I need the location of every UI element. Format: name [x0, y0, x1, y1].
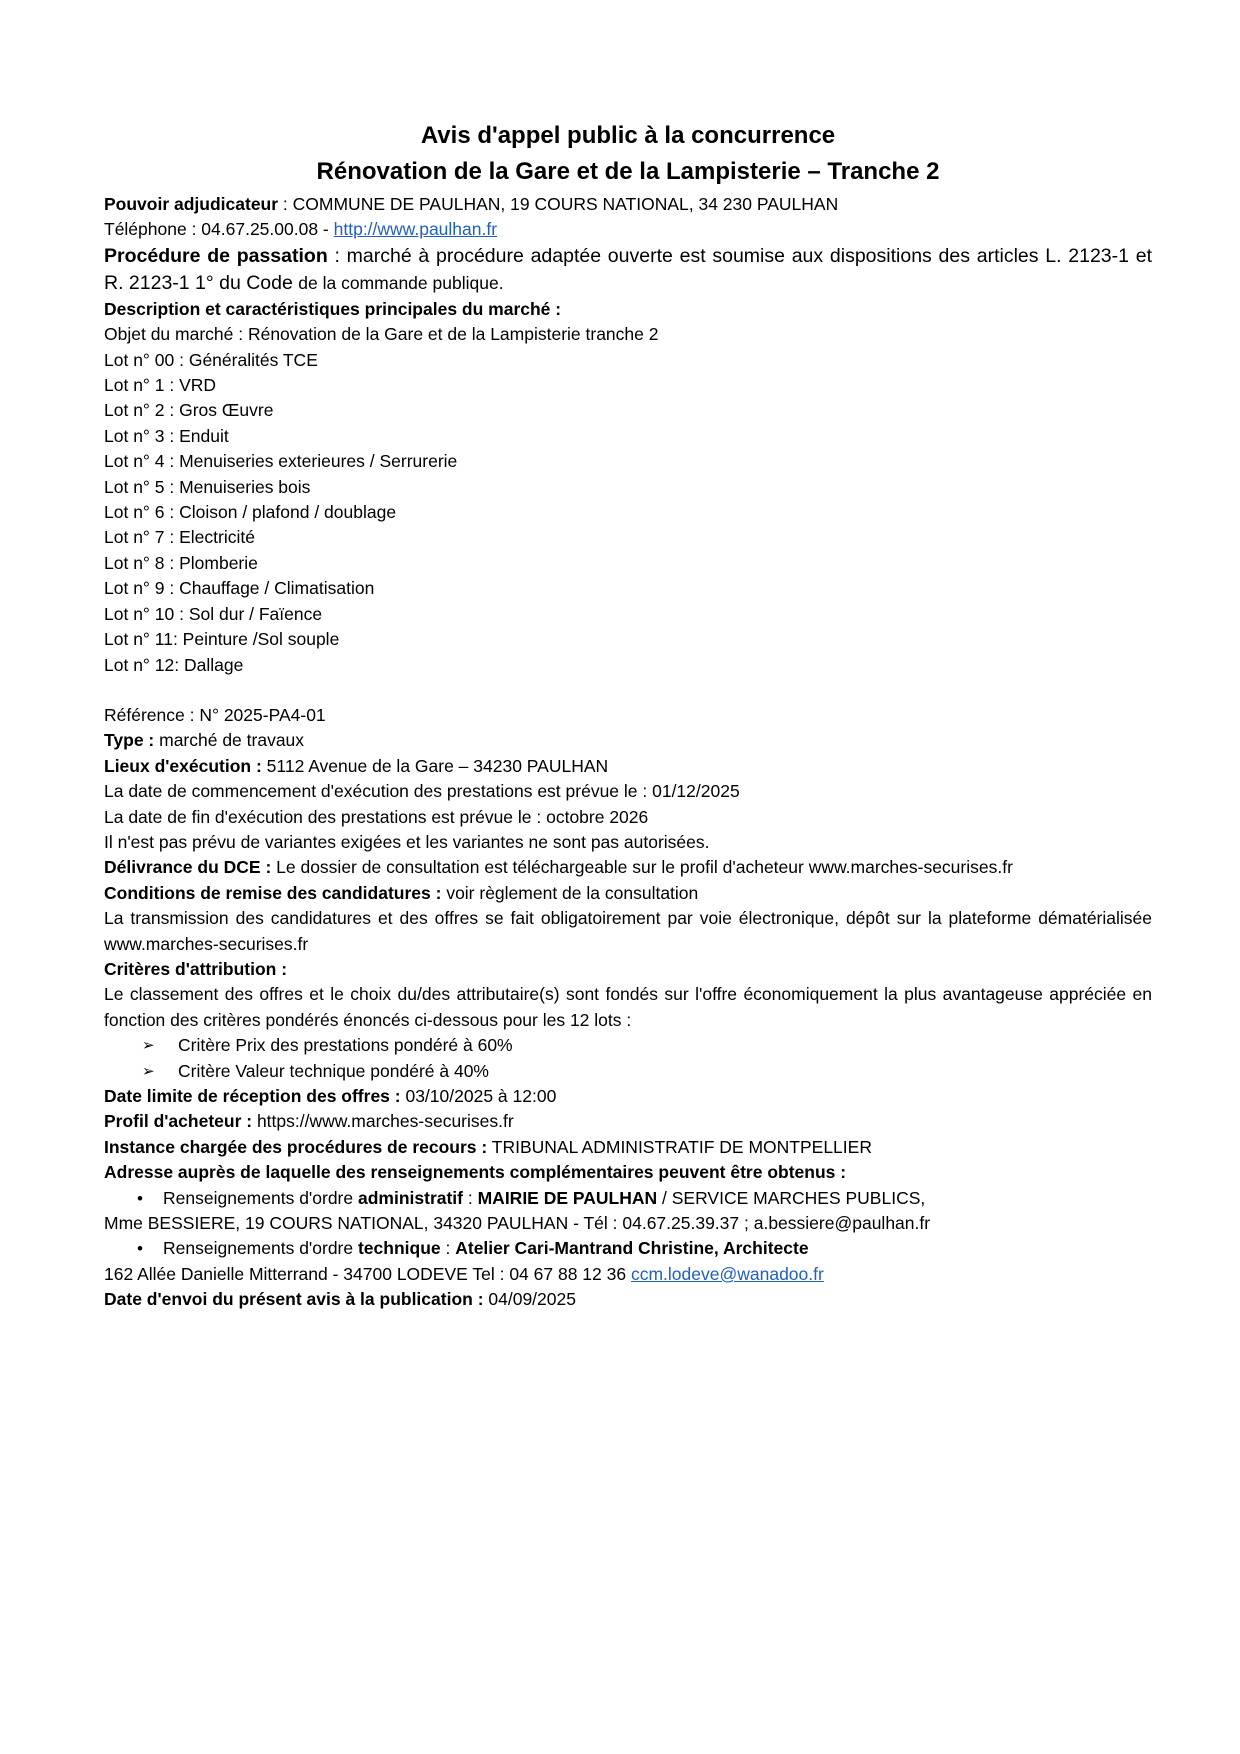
admin-mid: : [463, 1187, 478, 1208]
lieux-execution [104, 754, 1152, 779]
lot-item: Lot n° 5 : Menuiseries bois [104, 476, 311, 497]
lot-item: Lot n° 6 : Cloison / plafond / doublage [104, 502, 397, 523]
spacer [104, 678, 1152, 703]
date-debut: La date de commencement d'exécution des prestations est prévue le : 01/12/2025 [104, 781, 740, 802]
renseignements-admin [104, 1186, 1152, 1211]
website-link[interactable]: http://www.paulhan.fr [333, 219, 498, 240]
dce-value: Le dossier de consultation est téléchargeable sur le profil d'acheteur www.marches-securises.fr [271, 857, 1013, 878]
lot-item: Lot n° 8 : Plomberie [104, 552, 258, 573]
lot-item: Lot n° 12: Dallage [104, 654, 244, 675]
document-page [104, 118, 1152, 1313]
critere-text: Critère Valeur technique pondéré à 40% [178, 1060, 489, 1081]
pouvoir-label: Pouvoir adjudicateur [104, 194, 279, 214]
lot-item: Lot n° 4 : Menuiseries exterieures / Serrurerie [104, 451, 458, 472]
adresse-heading: Adresse auprès de laquelle des renseignements complémentaires peuvent être obtenus : [104, 1162, 847, 1183]
criteres-text: Le classement des offres et le choix du/des attributaire(s) sont fondés sur l'offre économiquement la plus avantageuse appréciée en fonction des critères pondérés énoncés ci-dessous pour les 12 lots : [104, 984, 1152, 1030]
admin-kind: administratif [357, 1187, 464, 1208]
tech-mid: : [440, 1238, 456, 1259]
description-heading: Description et caractéristiques principales du marché : [104, 298, 562, 319]
conditions-value: voir règlement de la consultation [441, 882, 699, 903]
tech-kind: technique [357, 1238, 441, 1259]
profil-value: https://www.marches-securises.fr [252, 1111, 514, 1132]
tech-org: Atelier Cari-Mantrand Christine, Architecte [455, 1238, 809, 1259]
profil-acheteur [104, 1109, 1152, 1134]
lot-item: Lot n° 00 : Généralités TCE [104, 349, 318, 370]
critere-text: Critère Prix des prestations pondéré à 60% [178, 1035, 513, 1056]
admin-pre: Renseignements d'ordre [163, 1187, 358, 1208]
instance-value: TRIBUNAL ADMINISTRATIF DE MONTPELLIER [487, 1136, 872, 1157]
conditions-remise [104, 881, 1152, 906]
objet-marche: Objet du marché : Rénovation de la Gare et de la Lampisterie tranche 2 [104, 324, 659, 345]
procedure-label: Procédure de passation [104, 244, 328, 267]
instance-label: Instance chargée des procédures de recours : [104, 1136, 488, 1157]
lot-item: Lot n° 11: Peinture /Sol souple [104, 629, 340, 650]
profil-label: Profil d'acheteur : [104, 1111, 253, 1132]
admin-org: MAIRIE DE PAULHAN [477, 1187, 658, 1208]
date-envoi [104, 1287, 1152, 1312]
lot-item: Lot n° 10 : Sol dur / Faïence [104, 603, 323, 624]
tech-contact [104, 1262, 1152, 1287]
lot-item: Lot n° 2 : Gros Œuvre [104, 400, 274, 421]
admin-contact: Mme BESSIERE, 19 COURS NATIONAL, 34320 PAULHAN - Tél : 04.67.25.39.37 ; a.bessiere@paulhan.fr [104, 1213, 931, 1234]
conditions-label: Conditions de remise des candidatures : [104, 882, 442, 903]
notice-subtitle: Rénovation de la Gare et de la Lampisterie – Tranche 2 [316, 158, 940, 185]
criteres-heading: Critères d'attribution : [104, 958, 288, 979]
telephone-text: Téléphone : 04.67.25.00.08 - [104, 219, 334, 240]
procedure-tail: de la commande publique. [298, 272, 504, 293]
type-label: Type : [104, 730, 155, 751]
pouvoir-value: : COMMUNE DE PAULHAN, 19 COURS NATIONAL, 34 230 PAULHAN [278, 194, 839, 214]
tech-pre: Renseignements d'ordre [163, 1238, 358, 1259]
date-envoi-value: 04/09/2025 [483, 1289, 576, 1310]
procedure-value: : marché à procédure adaptée ouverte est soumise aux dispositions des articles L. 2123-1 et R. 2123-1 1° du Code [104, 244, 1152, 294]
date-limite-value: 03/10/2025 à 12:00 [400, 1086, 557, 1106]
transmission-text: La transmission des candidatures et des offres se fait obligatoirement par voie électronique, dépôt sur la plateforme dématérialisée www.marches-securises.fr [104, 908, 1152, 954]
email-link[interactable]: ccm.lodeve@wanadoo.fr [630, 1263, 824, 1284]
date-limite [104, 1084, 1152, 1109]
bullet-icon: • [137, 1188, 143, 1208]
arrow-bullet-icon: ➢ [142, 1037, 155, 1055]
arrow-bullet-icon: ➢ [142, 1062, 155, 1080]
date-limite-label: Date limite de réception des offres : [104, 1086, 401, 1106]
telephone-line [104, 217, 1152, 242]
bullet-icon: • [137, 1239, 143, 1259]
lot-item: Lot n° 3 : Enduit [104, 425, 229, 446]
type-value: marché de travaux [154, 730, 305, 751]
lieux-label: Lieux d'exécution : [104, 755, 262, 776]
pouvoir-adjudicateur [104, 192, 1152, 217]
admin-post: / SERVICE MARCHES PUBLICS, [657, 1187, 926, 1208]
notice-title: Avis d'appel public à la concurrence [420, 122, 836, 149]
variantes: Il n'est pas prévu de variantes exigées et les variantes ne sont pas autorisées. [104, 831, 710, 852]
procedure-passation [104, 243, 1152, 297]
delivrance-dce [104, 855, 1152, 880]
reference: Référence : N° 2025-PA4-01 [104, 704, 326, 725]
date-fin: La date de fin d'exécution des prestations est prévue le : octobre 2026 [104, 806, 649, 827]
instance-recours [104, 1135, 1152, 1160]
dce-label: Délivrance du DCE : [104, 857, 272, 878]
date-envoi-label: Date d'envoi du présent avis à la publication : [104, 1289, 484, 1310]
tech-address: 162 Allée Danielle Mitterrand - 34700 LODEVE Tel : 04 67 88 12 36 [104, 1263, 631, 1284]
lot-item: Lot n° 7 : Electricité [104, 527, 255, 548]
critere-item [104, 1033, 1152, 1058]
type-marche [104, 728, 1152, 753]
lieux-value: 5112 Avenue de la Gare – 34230 PAULHAN [261, 755, 609, 776]
lot-item: Lot n° 9 : Chauffage / Climatisation [104, 578, 375, 599]
lot-item: Lot n° 1 : VRD [104, 375, 217, 396]
lots-list [104, 348, 1152, 678]
renseignements-technique [104, 1236, 1152, 1261]
critere-item [104, 1059, 1152, 1084]
